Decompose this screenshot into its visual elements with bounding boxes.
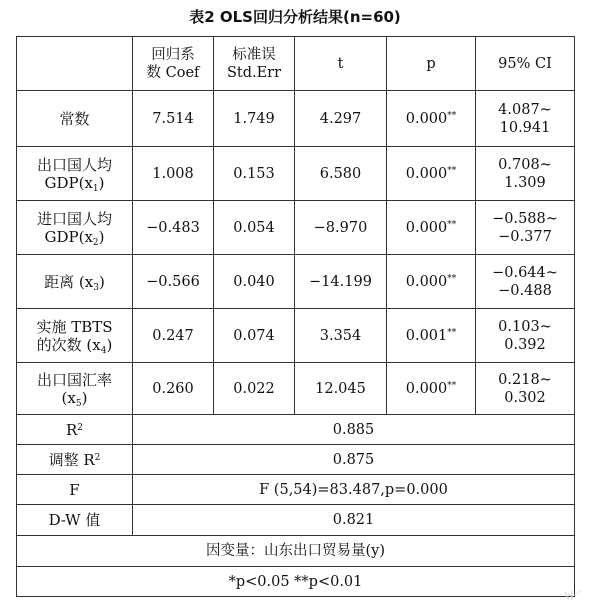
header-empty <box>17 37 133 91</box>
cell-p: 0.000** <box>387 201 476 255</box>
cell-ci: −0.644~ −0.488 <box>476 255 575 309</box>
cell-stderr: 0.074 <box>214 309 295 363</box>
table-row <box>17 363 575 415</box>
table-row <box>17 309 575 363</box>
adj-r2-value: 0.875 <box>133 445 575 475</box>
cell-ci: 0.218~ 0.302 <box>476 363 575 415</box>
cell-coef: 0.247 <box>133 309 214 363</box>
stat-row-adj-r2 <box>17 445 575 475</box>
row-label: 常数 <box>17 91 133 147</box>
cell-p: 0.000** <box>387 255 476 309</box>
cell-ci: 0.708~ 1.309 <box>476 147 575 201</box>
cell-t: −8.970 <box>295 201 387 255</box>
cell-coef: −0.566 <box>133 255 214 309</box>
adj-r2-label: 调整 $R^2$ <box>17 445 133 475</box>
cell-t: 4.297 <box>295 91 387 147</box>
stat-row-dw <box>17 505 575 536</box>
header-coef: 回归系 数 Coef <box>133 37 214 91</box>
cell-p: 0.000** <box>387 363 476 415</box>
cell-coef: 1.008 <box>133 147 214 201</box>
dependent-row <box>17 536 575 567</box>
row-label: 进口国人均 $GDP(x_2)$ <box>17 201 133 255</box>
significance-row <box>17 567 575 597</box>
stat-row-f <box>17 475 575 505</box>
header-t: t <box>295 37 387 91</box>
table-row <box>17 201 575 255</box>
header-ci: 95% CI <box>476 37 575 91</box>
row-label: 出口国人均 $GDP(x_1)$ <box>17 147 133 201</box>
cell-coef: 7.514 <box>133 91 214 147</box>
cell-p: 0.000** <box>387 91 476 147</box>
cell-t: 12.045 <box>295 363 387 415</box>
dw-value: 0.821 <box>133 505 575 536</box>
table-title: 表2 OLS回归分析结果(n=60) <box>189 8 401 26</box>
cell-p: 0.001** <box>387 309 476 363</box>
r2-value: 0.885 <box>133 415 575 445</box>
cell-stderr: 1.749 <box>214 91 295 147</box>
cell-ci: 4.087~ 10.941 <box>476 91 575 147</box>
cell-coef: −0.483 <box>133 201 214 255</box>
header-row <box>17 37 575 91</box>
cell-p: 0.000** <box>387 147 476 201</box>
row-label: 出口国汇率 $(x_5)$ <box>17 363 133 415</box>
regression-table <box>16 36 575 597</box>
header-stderr: 标准误 Std.Err <box>214 37 295 91</box>
cell-stderr: 0.040 <box>214 255 295 309</box>
row-label: 实施 TBTS 的次数 $(x_4)$ <box>17 309 133 363</box>
r2-label: $R^2$ <box>17 415 133 445</box>
row-label: 距离 $(x_3)$ <box>17 255 133 309</box>
cell-ci: −0.588~ −0.377 <box>476 201 575 255</box>
cell-t: 3.354 <box>295 309 387 363</box>
header-p: p <box>387 37 476 91</box>
stat-row-r2 <box>17 415 575 445</box>
cell-stderr: 0.054 <box>214 201 295 255</box>
table-row <box>17 91 575 147</box>
f-value: F (5,54)=83.487,p=0.000 <box>133 475 575 505</box>
watermark: ly... <box>563 584 584 603</box>
cell-t: −14.199 <box>295 255 387 309</box>
cell-t: 6.580 <box>295 147 387 201</box>
cell-stderr: 0.153 <box>214 147 295 201</box>
table-row <box>17 147 575 201</box>
dependent-variable-note: 因变量：山东出口贸易量(y) <box>17 536 575 567</box>
cell-ci: 0.103~ 0.392 <box>476 309 575 363</box>
f-label: F <box>17 475 133 505</box>
significance-note: *p<0.05 **p<0.01 <box>17 567 575 597</box>
cell-coef: 0.260 <box>133 363 214 415</box>
cell-stderr: 0.022 <box>214 363 295 415</box>
table-row <box>17 255 575 309</box>
dw-label: D-W 值 <box>17 505 133 536</box>
